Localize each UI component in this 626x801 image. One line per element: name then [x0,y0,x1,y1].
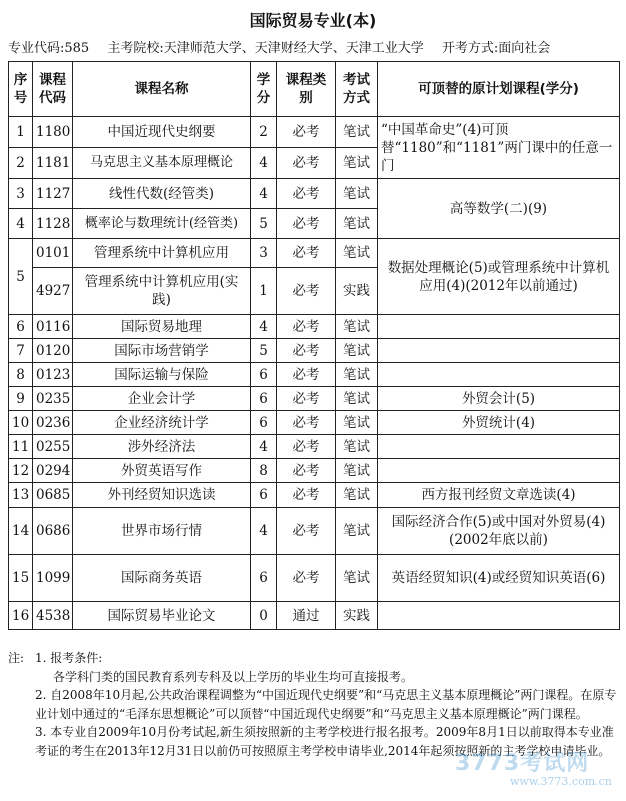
cell-seq: 6 [9,315,33,339]
header-code: 课程代码 [33,62,73,117]
cell-seq: 1 [9,117,33,148]
cell-method: 实践 [336,602,378,630]
table-row [9,339,620,363]
cell-credit: 4 [251,435,277,459]
cell-credit: 6 [251,483,277,508]
cell-name: 企业会计学 [73,387,251,411]
table-row [9,508,620,555]
cell-credit: 5 [251,209,277,239]
table-row [9,602,620,630]
cell-code: 0101 [33,239,73,268]
cell-code: 1127 [33,179,73,209]
cell-code: 0294 [33,459,73,483]
cell-name: 国际市场营销学 [73,339,251,363]
cell-seq: 9 [9,387,33,411]
exam-schools: 主考院校:天津师范大学、天津财经大学、天津工业大学 [107,41,424,56]
note-2: 2. 自2008年10月起,公共政治课程调整为“中国近现代史纲要”和“马克思主义基本原理概论”两门课程。在原专业计划中通过的“毛泽东思想概论”可以顶替“中国近现代史纲要”和“马克思主义基本原理概论”两门课程。 [35,688,617,721]
table-row [9,483,620,508]
cell-type: 必考 [277,315,336,339]
cell-seq: 14 [9,508,33,555]
cell-code: 4927 [33,268,73,315]
cell-name: 国际商务英语 [73,555,251,602]
table-row [9,239,620,268]
table-row [9,315,620,339]
table-row [9,387,620,411]
cell-seq: 5 [9,239,33,315]
cell-method: 笔试 [336,508,378,555]
cell-code: 0236 [33,411,73,435]
cell-method: 笔试 [336,315,378,339]
cell-credit: 4 [251,179,277,209]
cell-name: 涉外经济法 [73,435,251,459]
cell-seq: 4 [9,209,33,239]
cell-credit: 4 [251,315,277,339]
cell-name: 外贸英语写作 [73,459,251,483]
cell-method: 笔试 [336,411,378,435]
cell-type: 必考 [277,555,336,602]
cell-name: 中国近现代史纲要 [73,117,251,148]
cell-method: 笔试 [336,117,378,148]
table-row [9,179,620,209]
cell-seq: 3 [9,179,33,209]
cell-code: 0685 [33,483,73,508]
cell-type: 必考 [277,508,336,555]
cell-method: 笔试 [336,148,378,179]
cell-seq: 16 [9,602,33,630]
header-credit: 学分 [251,62,277,117]
cell-type: 必考 [277,179,336,209]
major-info [8,37,620,56]
cell-credit: 3 [251,239,277,268]
cell-name: 线性代数(经管类) [73,179,251,209]
cell-seq: 2 [9,148,33,179]
cell-method: 笔试 [336,387,378,411]
cell-credit: 4 [251,148,277,179]
cell-type: 必考 [277,483,336,508]
cell-type: 通过 [277,602,336,630]
cell-credit: 1 [251,268,277,315]
notes-section [8,649,620,760]
cell-code: 4538 [33,602,73,630]
cell-name: 国际贸易毕业论文 [73,602,251,630]
cell-replace [378,339,620,363]
cell-method: 笔试 [336,555,378,602]
cell-type: 必考 [277,411,336,435]
header-seq: 序号 [9,62,33,117]
cell-replace: 外贸会计(5) [378,387,620,411]
cell-name: 概率论与数理统计(经管类) [73,209,251,239]
cell-code: 1181 [33,148,73,179]
cell-seq: 10 [9,411,33,435]
cell-replace [378,315,620,339]
header-type: 课程类别 [277,62,336,117]
cell-code: 1180 [33,117,73,148]
header-replace: 可顶替的原计划课程(学分) [378,62,620,117]
cell-code: 0255 [33,435,73,459]
cell-replace [378,602,620,630]
cell-type: 必考 [277,459,336,483]
header-method: 考试方式 [336,62,378,117]
cell-code: 0120 [33,339,73,363]
cell-name: 国际运输与保险 [73,363,251,387]
table-row [9,555,620,602]
cell-name: 外刊经贸知识选读 [73,483,251,508]
cell-name: 管理系统中计算机应用(实践) [73,268,251,315]
cell-name: 管理系统中计算机应用 [73,239,251,268]
cell-code: 0235 [33,387,73,411]
table-header-row [9,62,620,117]
cell-method: 笔试 [336,239,378,268]
cell-credit: 6 [251,555,277,602]
cell-method: 笔试 [336,339,378,363]
cell-replace [378,435,620,459]
table-row [9,363,620,387]
cell-type: 必考 [277,363,336,387]
note-1-title: 注: 1. 报考条件: [8,649,620,668]
cell-credit: 4 [251,508,277,555]
watermark-logo: 3773考试网 [455,751,590,776]
cell-seq: 7 [9,339,33,363]
cell-method: 笔试 [336,179,378,209]
cell-credit: 6 [251,363,277,387]
cell-credit: 2 [251,117,277,148]
cell-code: 1099 [33,555,73,602]
cell-type: 必考 [277,209,336,239]
cell-replace: 英语经贸知识(4)或经贸知识英语(6) [378,555,620,602]
cell-replace: 数据处理概论(5)或管理系统中计算机应用(4)(2012年以前通过) [378,239,620,315]
cell-credit: 8 [251,459,277,483]
cell-method: 笔试 [336,363,378,387]
cell-name: 马克思主义基本原理概论 [73,148,251,179]
cell-name: 世界市场行情 [73,508,251,555]
cell-type: 必考 [277,117,336,148]
cell-code: 1128 [33,209,73,239]
cell-type: 必考 [277,268,336,315]
cell-method: 笔试 [336,209,378,239]
cell-credit: 6 [251,411,277,435]
table-row [9,411,620,435]
header-name: 课程名称 [73,62,251,117]
cell-method: 笔试 [336,483,378,508]
cell-name: 企业经济统计学 [73,411,251,435]
note-3: 3. 本专业自2009年10月份考试起,新生须按照新的主考学校进行报名报考。2009年8月1日以前取得本专业准考证的考生在2013年12月31日以前仍可按照原主考学校申请毕业,2014年起须按照新的主考学校申请毕业。 [35,725,614,758]
major-code: 专业代码:585 [8,41,90,56]
cell-name: 国际贸易地理 [73,315,251,339]
cell-credit: 6 [251,387,277,411]
course-table [8,61,620,630]
watermark-url: www.3773.com.cn [510,775,612,788]
cell-method: 笔试 [336,435,378,459]
cell-type: 必考 [277,435,336,459]
cell-method: 笔试 [336,459,378,483]
cell-seq: 8 [9,363,33,387]
cell-credit: 0 [251,602,277,630]
table-row [9,459,620,483]
cell-type: 必考 [277,148,336,179]
cell-replace [378,459,620,483]
cell-code: 0116 [33,315,73,339]
table-row [9,117,620,148]
cell-replace: 国际经济合作(5)或中国对外贸易(4)(2002年底以前) [378,508,620,555]
cell-code: 0686 [33,508,73,555]
cell-replace: 西方报刊经贸文章选读(4) [378,483,620,508]
cell-seq: 12 [9,459,33,483]
notes-lead: 注: [8,651,25,665]
cell-replace: 外贸统计(4) [378,411,620,435]
cell-seq: 13 [9,483,33,508]
cell-replace: 高等数学(二)(9) [378,179,620,239]
cell-seq: 15 [9,555,33,602]
note-1-body: 各学科门类的国民教育系列专科及以上学历的毕业生均可直接报考。 [53,669,414,684]
cell-method: 实践 [336,268,378,315]
cell-type: 必考 [277,239,336,268]
table-row [9,435,620,459]
cell-replace [378,363,620,387]
cell-code: 0123 [33,363,73,387]
cell-type: 必考 [277,339,336,363]
page-title: 国际贸易专业(本) [249,11,377,30]
exam-mode: 开考方式:面向社会 [441,41,551,56]
cell-seq: 11 [9,435,33,459]
cell-type: 必考 [277,387,336,411]
cell-credit: 5 [251,339,277,363]
cell-replace: “中国革命史”(4)可顶替“1180”和“1181”两门课中的任意一门 [378,117,620,179]
